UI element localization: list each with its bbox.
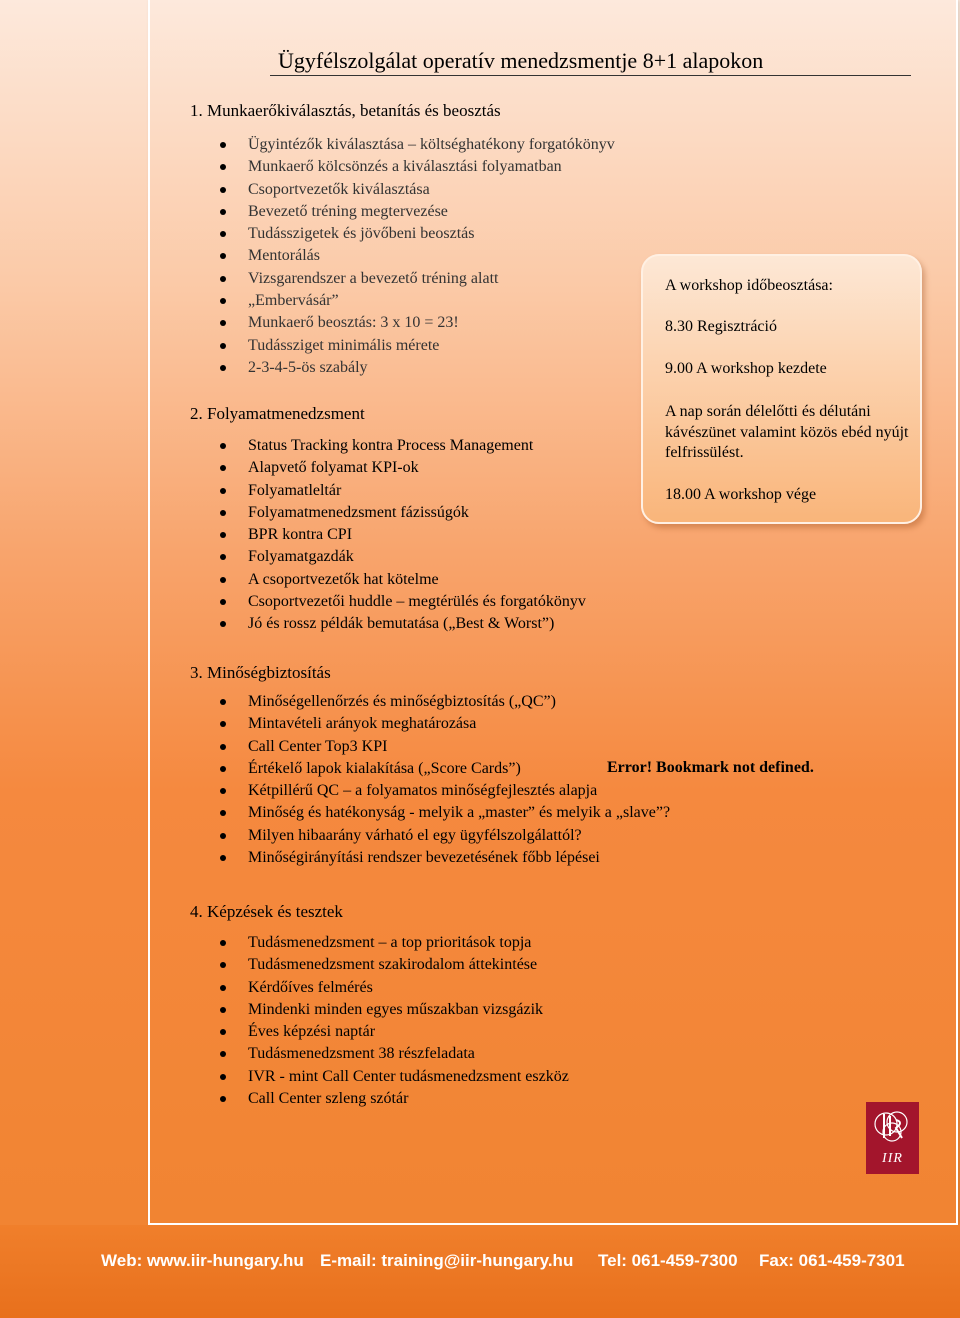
logo-emblem-icon	[866, 1102, 919, 1152]
workshop-schedule-title: A workshop időbeosztása:	[665, 277, 833, 294]
list-item: Éves képzési naptár	[220, 1021, 569, 1043]
list-item: Értékelő lapok kialakítása („Score Cards”)	[220, 758, 670, 780]
list-item: Tudásszigetek és jövőbeni beosztás	[220, 223, 615, 245]
workshop-breaks-note: A nap során délelőtti és délutáni kávészünet valamint közös ebéd nyújt felfrissülést.	[665, 403, 909, 461]
section-heading-4: 4. Képzések és tesztek	[190, 902, 343, 921]
list-item: Csoportvezetői huddle – megtérülés és forgatókönyv	[220, 591, 586, 613]
footer-fax: Fax: 061-459-7301	[759, 1251, 905, 1270]
list-item: Minőségellenőrzés és minőségbiztosítás („QC”)	[220, 691, 670, 713]
list-item: 2-3-4-5-ös szabály	[220, 357, 615, 379]
list-item: Csoportvezetők kiválasztása	[220, 179, 615, 201]
list-item: Alapvető folyamat KPI-ok	[220, 457, 586, 479]
section-1-list	[220, 134, 615, 379]
iir-logo	[866, 1102, 919, 1174]
section-2-list	[220, 435, 586, 636]
bookmark-error-note: Error! Bookmark not defined.	[607, 759, 814, 776]
list-item: Tudásmenedzsment – a top prioritások topja	[220, 932, 569, 954]
list-item: Munkaerő beosztás: 3 x 10 = 23!	[220, 312, 615, 334]
footer-web-link[interactable]: Web: www.iir-hungary.hu	[101, 1251, 304, 1270]
list-item: Mentorálás	[220, 245, 615, 267]
footer-bar	[0, 1225, 960, 1318]
list-item: Tudásmenedzsment 38 részfeladata	[220, 1043, 569, 1065]
section-heading-2: 2. Folyamatmenedzsment	[190, 404, 365, 423]
list-item: Minőség és hatékonyság - melyik a „master” és melyik a „slave”?	[220, 802, 670, 824]
list-item: Minőségirányítási rendszer bevezetésének főbb lépései	[220, 847, 670, 869]
page-title: Ügyfélszolgálat operatív menedzsmentje 8+1 alapokon	[278, 48, 764, 73]
list-item: Folyamatmenedzsment fázissúgók	[220, 502, 586, 524]
list-item: IVR - mint Call Center tudásmenedzsment eszköz	[220, 1066, 569, 1088]
list-item: Munkaerő kölcsönzés a kiválasztási folyamatban	[220, 156, 615, 178]
list-item: Jó és rossz példák bemutatása („Best & Worst”)	[220, 613, 586, 635]
list-item: Call Center Top3 KPI	[220, 736, 670, 758]
list-item: Vizsgarendszer a bevezető tréning alatt	[220, 268, 615, 290]
list-item: Bevezető tréning megtervezése	[220, 201, 615, 223]
title-underline	[270, 75, 911, 76]
footer-email-link[interactable]: E-mail: training@iir-hungary.hu	[320, 1251, 574, 1270]
list-item: Kétpillérű QC – a folyamatos minőségfejlesztés alapja	[220, 780, 670, 802]
list-item: Mindenki minden egyes műszakban vizsgázik	[220, 999, 569, 1021]
list-item: Mintavételi arányok meghatározása	[220, 713, 670, 735]
section-heading-1: 1. Munkaerőkiválasztás, betanítás és beosztás	[190, 101, 501, 120]
list-item: Folyamatgazdák	[220, 546, 586, 568]
workshop-end: 18.00 A workshop vége	[665, 486, 817, 503]
footer-phone: Tel: 061-459-7300	[598, 1251, 738, 1270]
list-item: Kérdőíves felmérés	[220, 977, 569, 999]
workshop-registration: 8.30 Regisztráció	[665, 318, 777, 335]
section-3-list	[220, 691, 670, 869]
workshop-start: 9.00 A workshop kezdete	[665, 360, 827, 377]
section-heading-3: 3. Minőségbiztosítás	[190, 663, 331, 682]
list-item: Folyamatleltár	[220, 480, 586, 502]
list-item: Status Tracking kontra Process Management	[220, 435, 586, 457]
logo-text: IIR	[882, 1151, 903, 1166]
list-item: „Embervásár”	[220, 290, 615, 312]
list-item: Tudássziget minimális mérete	[220, 335, 615, 357]
list-item: Call Center szleng szótár	[220, 1088, 569, 1110]
section-4-list	[220, 932, 569, 1110]
list-item: Tudásmenedzsment szakirodalom áttekintése	[220, 954, 569, 976]
list-item: A csoportvezetők hat kötelme	[220, 569, 586, 591]
workshop-schedule-box	[641, 254, 922, 524]
list-item: BPR kontra CPI	[220, 524, 586, 546]
list-item: Milyen hibaarány várható el egy ügyfélszolgálattól?	[220, 825, 670, 847]
list-item: Ügyintézők kiválasztása – költséghatékony forgatókönyv	[220, 134, 615, 156]
